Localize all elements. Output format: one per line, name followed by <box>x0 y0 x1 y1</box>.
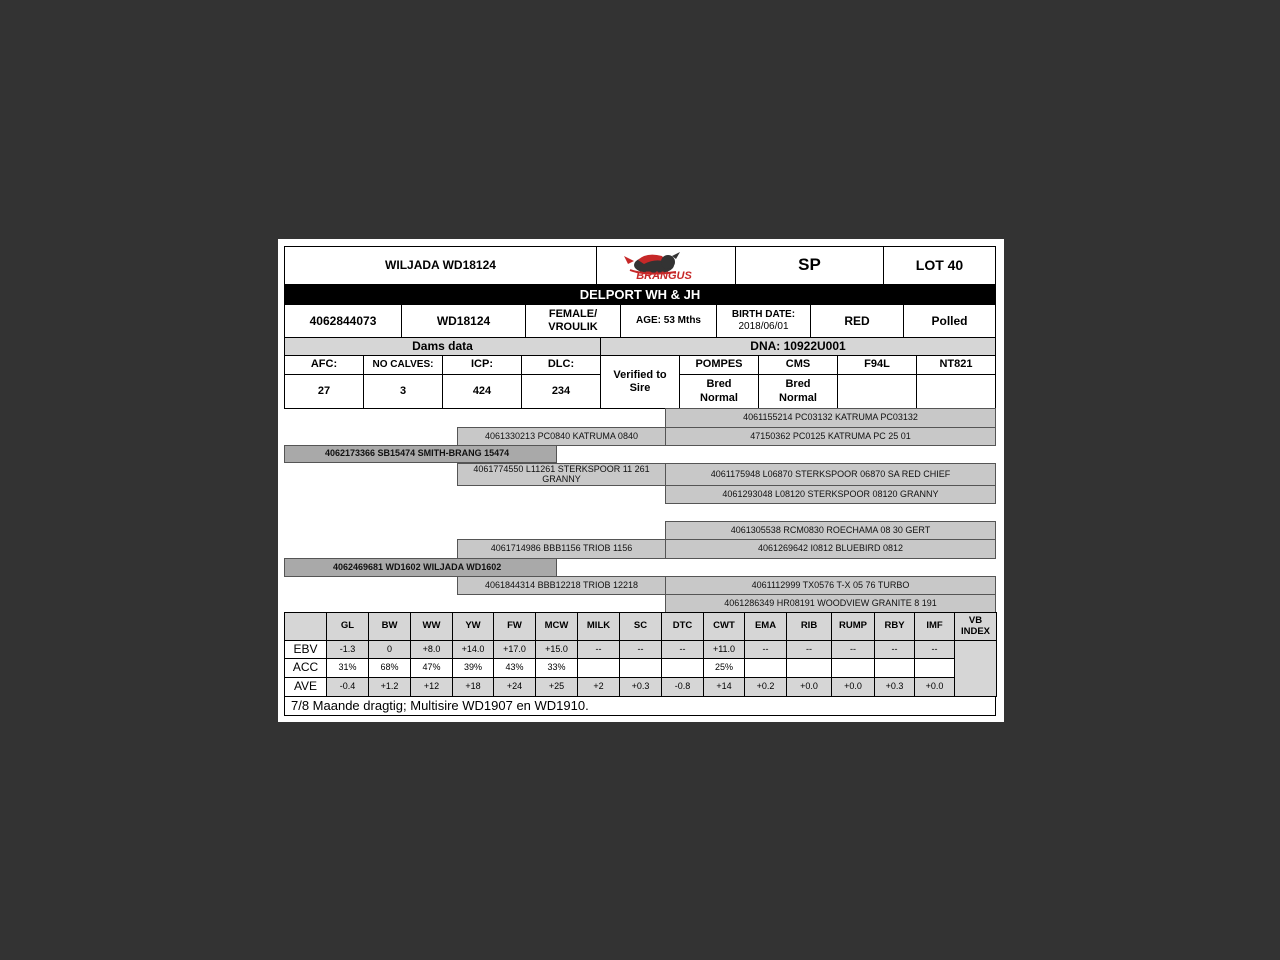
ebv-cell-ave-sc: +0.3 <box>619 677 662 697</box>
ebv-cell-acc-bw: 68% <box>368 658 411 678</box>
ebv-cell-acc-yw: 39% <box>452 658 494 678</box>
cms-line1: Bred <box>785 378 811 391</box>
vb-index-value <box>954 640 997 697</box>
pompes-line1: Bred <box>706 378 732 391</box>
cms-result <box>758 374 838 409</box>
ebv-cell-ave-imf: +0.0 <box>914 677 955 697</box>
ebv-cell-ebv-bw: 0 <box>368 640 411 659</box>
ebv-header-milk: MILK <box>577 612 620 641</box>
ebv-header-imf: IMF <box>914 612 955 641</box>
pedigree-sire-dam: 4061774550 L11261 STERKSPOOR 11 261 GRANNY <box>457 463 666 486</box>
ebv-cell-ebv-cwt: +11.0 <box>703 640 745 659</box>
dna-number: DNA: 10922U001 <box>600 337 996 356</box>
pedigree-dam-dam-sire: 4061112999 TX0576 T-X 05 76 TURBO <box>665 576 996 595</box>
dlc-header: DLC: <box>521 355 601 375</box>
ebv-cell-ave-ema: +0.2 <box>744 677 787 697</box>
ebv-cell-ave-rib: +0.0 <box>786 677 832 697</box>
birth-date-value: 2018/06/01 <box>738 321 789 332</box>
pedigree-sire-sire: 4061330213 PC0840 KATRUMA 0840 <box>457 427 666 446</box>
pedigree-dam-sire-dam: 4061269642 I0812 BLUEBIRD 0812 <box>665 539 996 559</box>
dams-data-heading: Dams data <box>284 337 601 356</box>
cms-header: CMS <box>758 355 838 375</box>
ebv-cell-ebv-rib: -- <box>786 640 832 659</box>
afc-value: 27 <box>284 374 364 409</box>
nt821-header: NT821 <box>916 355 996 375</box>
ebv-header-rby: RBY <box>874 612 915 641</box>
no-calves-value: 3 <box>363 374 443 409</box>
ebv-cell-ebv-milk: -- <box>577 640 620 659</box>
ebv-cell-ebv-ww: +8.0 <box>410 640 453 659</box>
icp-header: ICP: <box>442 355 522 375</box>
verified-to-sire <box>600 355 680 409</box>
ebv-cell-acc-dtc <box>661 658 704 678</box>
ebv-cell-ebv-sc: -- <box>619 640 662 659</box>
animal-id: WD18124 <box>401 304 526 338</box>
ebv-cell-acc-ww: 47% <box>410 658 453 678</box>
ebv-cell-ave-ww: +12 <box>410 677 453 697</box>
pompes-line2: Normal <box>700 391 738 404</box>
sex <box>525 304 621 338</box>
f94l-header: F94L <box>837 355 917 375</box>
afc-header: AFC: <box>284 355 364 375</box>
horn-status: Polled <box>903 304 996 338</box>
ebv-header-bw: BW <box>368 612 411 641</box>
owner-banner: DELPORT WH & JH <box>284 284 996 305</box>
age: AGE: 53 Mths <box>620 304 717 338</box>
ebv-cell-acc-milk <box>577 658 620 678</box>
birth-date-label: BIRTH DATE: <box>731 309 796 320</box>
ebv-cell-ave-milk: +2 <box>577 677 620 697</box>
ebv-cell-ave-rby: +0.3 <box>874 677 915 697</box>
pedigree-dam-dam: 4061844314 BBB12218 TRIOB 12218 <box>457 576 666 595</box>
pedigree-sire: 4062173366 SB15474 SMITH-BRANG 15474 <box>284 445 557 463</box>
brangus-logo <box>596 246 736 285</box>
ebv-cell-acc-ema <box>744 658 787 678</box>
category-code: SP <box>735 246 884 285</box>
ebv-cell-acc-rby <box>874 658 915 678</box>
ebv-header-rump: RUMP <box>831 612 875 641</box>
sex-line2: VROULIK <box>548 321 598 333</box>
ebv-cell-ave-rump: +0.0 <box>831 677 875 697</box>
lot-card <box>278 239 1004 722</box>
sex-line1: FEMALE/ <box>548 307 598 320</box>
ebv-cell-ave-gl: -0.4 <box>326 677 369 697</box>
ebv-cell-ebv-rby: -- <box>874 640 915 659</box>
pedigree-sire-dam-dam: 4061293048 L08120 STERKSPOOR 08120 GRANNY <box>665 485 996 504</box>
pedigree-sire-sire-dam: 47150362 PC0125 KATRUMA PC 25 01 <box>665 427 996 446</box>
logo-text: BRANGUS <box>636 269 692 282</box>
birth-date <box>716 304 811 338</box>
vb-line2: INDEX <box>960 625 991 637</box>
ebv-cell-ebv-ema: -- <box>744 640 787 659</box>
ebv-cell-acc-sc <box>619 658 662 678</box>
pedigree-dam-dam-dam: 4061286349 HR08191 WOODVIEW GRANITE 8 191 <box>665 594 996 613</box>
animal-name: WILJADA WD18124 <box>284 246 597 285</box>
ebv-header-ema: EMA <box>744 612 787 641</box>
ebv-row-label-ebv: EBV <box>284 640 327 659</box>
ebv-cell-acc-rib <box>786 658 832 678</box>
ebv-cell-ebv-imf: -- <box>914 640 955 659</box>
ebv-cell-ebv-fw: +17.0 <box>493 640 536 659</box>
pedigree-dam-sire-sire: 4061305538 RCM0830 ROECHAMA 08 30 GERT <box>665 521 996 540</box>
ebv-cell-ebv-mcw: +15.0 <box>535 640 578 659</box>
verified-line2: Sire <box>629 382 651 394</box>
vb-index-header <box>954 612 997 641</box>
ebv-cell-ave-mcw: +25 <box>535 677 578 697</box>
ebv-cell-acc-mcw: 33% <box>535 658 578 678</box>
f94l-result <box>837 374 917 409</box>
vb-line1: VB <box>968 615 983 627</box>
ebv-cell-ave-yw: +18 <box>452 677 494 697</box>
no-calves-header: NO CALVES: <box>363 355 443 375</box>
ebv-header-corner <box>284 612 327 641</box>
ebv-cell-ave-bw: +1.2 <box>368 677 411 697</box>
ebv-cell-acc-gl: 31% <box>326 658 369 678</box>
ebv-cell-acc-cwt: 25% <box>703 658 745 678</box>
ebv-header-cwt: CWT <box>703 612 745 641</box>
ebv-header-fw: FW <box>493 612 536 641</box>
pompes-result <box>679 374 759 409</box>
dlc-value: 234 <box>521 374 601 409</box>
colour: RED <box>810 304 904 338</box>
ebv-header-yw: YW <box>452 612 494 641</box>
pedigree-sire-dam-sire: 4061175948 L06870 STERKSPOOR 06870 SA RED CHIEF <box>665 463 996 486</box>
nt821-result <box>916 374 996 409</box>
ebv-cell-ebv-yw: +14.0 <box>452 640 494 659</box>
ebv-cell-ave-cwt: +14 <box>703 677 745 697</box>
pedigree-dam-sire: 4061714986 BBB1156 TRIOB 1156 <box>457 539 666 559</box>
lot-number: LOT 40 <box>883 246 996 285</box>
pedigree-sire-sire-sire: 4061155214 PC03132 KATRUMA PC03132 <box>665 408 996 428</box>
cms-line2: Normal <box>779 391 817 404</box>
bull-logo-icon <box>616 250 716 282</box>
ebv-cell-acc-fw: 43% <box>493 658 536 678</box>
icp-value: 424 <box>442 374 522 409</box>
ebv-row-label-acc: ACC <box>284 658 327 678</box>
ebv-header-gl: GL <box>326 612 369 641</box>
ebv-cell-ave-fw: +24 <box>493 677 536 697</box>
ebv-cell-acc-imf <box>914 658 955 678</box>
ebv-cell-ebv-dtc: -- <box>661 640 704 659</box>
ebv-row-label-ave: AVE <box>284 677 327 697</box>
ebv-cell-ebv-gl: -1.3 <box>326 640 369 659</box>
ebv-cell-acc-rump <box>831 658 875 678</box>
registration-number: 4062844073 <box>284 304 402 338</box>
ebv-cell-ebv-rump: -- <box>831 640 875 659</box>
ebv-header-mcw: MCW <box>535 612 578 641</box>
remarks: 7/8 Maande dragtig; Multisire WD1907 en WD1910. <box>284 695 996 716</box>
ebv-header-dtc: DTC <box>661 612 704 641</box>
ebv-cell-ave-dtc: -0.8 <box>661 677 704 697</box>
ebv-header-ww: WW <box>410 612 453 641</box>
ebv-header-rib: RIB <box>786 612 832 641</box>
pompes-header: POMPES <box>679 355 759 375</box>
ebv-header-sc: SC <box>619 612 662 641</box>
pedigree-dam: 4062469681 WD1602 WILJADA WD1602 <box>284 558 557 577</box>
verified-line1: Verified to <box>613 368 667 381</box>
